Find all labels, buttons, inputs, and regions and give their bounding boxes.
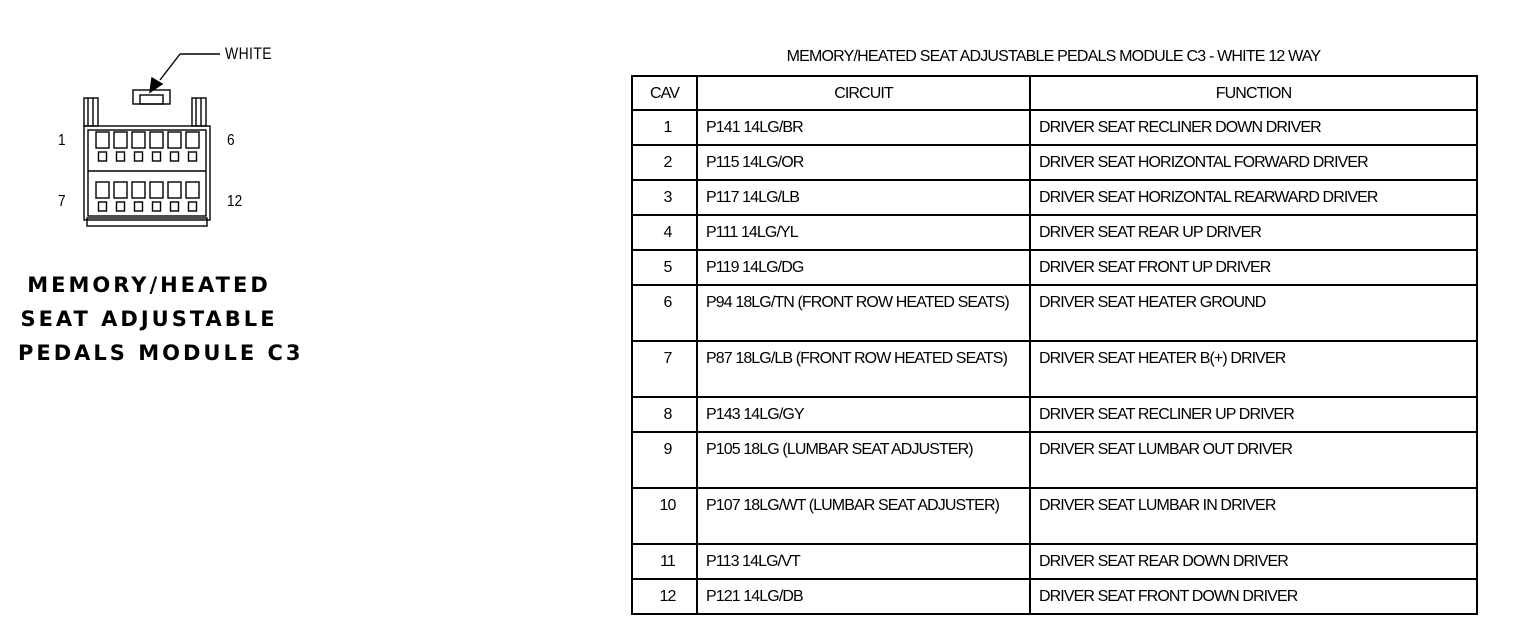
circuit-cell: P105 18LG (LUMBAR SEAT ADJUSTER) <box>697 432 1030 488</box>
cav-cell: 9 <box>632 432 697 488</box>
circuit-cell: P107 18LG/WT (LUMBAR SEAT ADJUSTER) <box>697 488 1030 544</box>
circuit-cell: P141 14LG/BR <box>697 110 1030 145</box>
header-cav: CAV <box>632 76 697 110</box>
connector-diagram <box>40 40 300 240</box>
function-cell: DRIVER SEAT HORIZONTAL FORWARD DRIVER <box>1030 145 1477 180</box>
cav-cell: 12 <box>632 579 697 614</box>
connector-caption <box>18 268 304 370</box>
caption-line: PEDALS MODULE C3 <box>18 341 304 365</box>
table-row <box>632 488 1477 544</box>
table-row <box>632 145 1477 180</box>
table-header-row <box>632 76 1477 110</box>
color-callout-label: WHITE <box>225 44 272 63</box>
pinout-table <box>631 75 1478 615</box>
function-cell: DRIVER SEAT RECLINER UP DRIVER <box>1030 397 1477 432</box>
cav-cell: 7 <box>632 341 697 397</box>
header-function: FUNCTION <box>1030 76 1477 110</box>
circuit-cell: P94 18LG/TN (FRONT ROW HEATED SEATS) <box>697 285 1030 341</box>
caption-line: MEMORY/HEATED <box>27 273 271 297</box>
header-circuit: CIRCUIT <box>697 76 1030 110</box>
cav-cell: 2 <box>632 145 697 180</box>
connector-face-drawing <box>40 40 300 240</box>
cav-cell: 3 <box>632 180 697 215</box>
table-row <box>632 544 1477 579</box>
table-row <box>632 215 1477 250</box>
table-row <box>632 180 1477 215</box>
cav-cell: 4 <box>632 215 697 250</box>
function-cell: DRIVER SEAT REAR UP DRIVER <box>1030 215 1477 250</box>
function-cell: DRIVER SEAT RECLINER DOWN DRIVER <box>1030 110 1477 145</box>
cav-cell: 8 <box>632 397 697 432</box>
circuit-cell: P113 14LG/VT <box>697 544 1030 579</box>
cav-cell: 11 <box>632 544 697 579</box>
circuit-cell: P115 14LG/OR <box>697 145 1030 180</box>
function-cell: DRIVER SEAT FRONT DOWN DRIVER <box>1030 579 1477 614</box>
table-row <box>632 432 1477 488</box>
table-row <box>632 250 1477 285</box>
circuit-cell: P119 14LG/DG <box>697 250 1030 285</box>
table-row <box>632 397 1477 432</box>
function-cell: DRIVER SEAT HEATER B(+) DRIVER <box>1030 341 1477 397</box>
function-cell: DRIVER SEAT HEATER GROUND <box>1030 285 1477 341</box>
pin-label-1: 1 <box>58 132 66 149</box>
function-cell: DRIVER SEAT FRONT UP DRIVER <box>1030 250 1477 285</box>
cav-cell: 1 <box>632 110 697 145</box>
cav-cell: 10 <box>632 488 697 544</box>
table-row <box>632 341 1477 397</box>
table-title: MEMORY/HEATED SEAT ADJUSTABLE PEDALS MODULE C3 - WHITE 12 WAY <box>786 48 1321 65</box>
pin-label-6: 6 <box>227 132 235 149</box>
pin-label-12: 12 <box>227 193 243 210</box>
circuit-cell: P121 14LG/DB <box>697 579 1030 614</box>
circuit-cell: P87 18LG/LB (FRONT ROW HEATED SEATS) <box>697 341 1030 397</box>
cav-cell: 6 <box>632 285 697 341</box>
function-cell: DRIVER SEAT LUMBAR OUT DRIVER <box>1030 432 1477 488</box>
table-row <box>632 110 1477 145</box>
table-row <box>632 579 1477 614</box>
function-cell: DRIVER SEAT HORIZONTAL REARWARD DRIVER <box>1030 180 1477 215</box>
circuit-cell: P117 14LG/LB <box>697 180 1030 215</box>
function-cell: DRIVER SEAT REAR DOWN DRIVER <box>1030 544 1477 579</box>
pin-label-7: 7 <box>58 193 66 210</box>
cav-cell: 5 <box>632 250 697 285</box>
circuit-cell: P143 14LG/GY <box>697 397 1030 432</box>
caption-line: SEAT ADJUSTABLE <box>20 307 278 331</box>
table-row <box>632 285 1477 341</box>
function-cell: DRIVER SEAT LUMBAR IN DRIVER <box>1030 488 1477 544</box>
circuit-cell: P111 14LG/YL <box>697 215 1030 250</box>
